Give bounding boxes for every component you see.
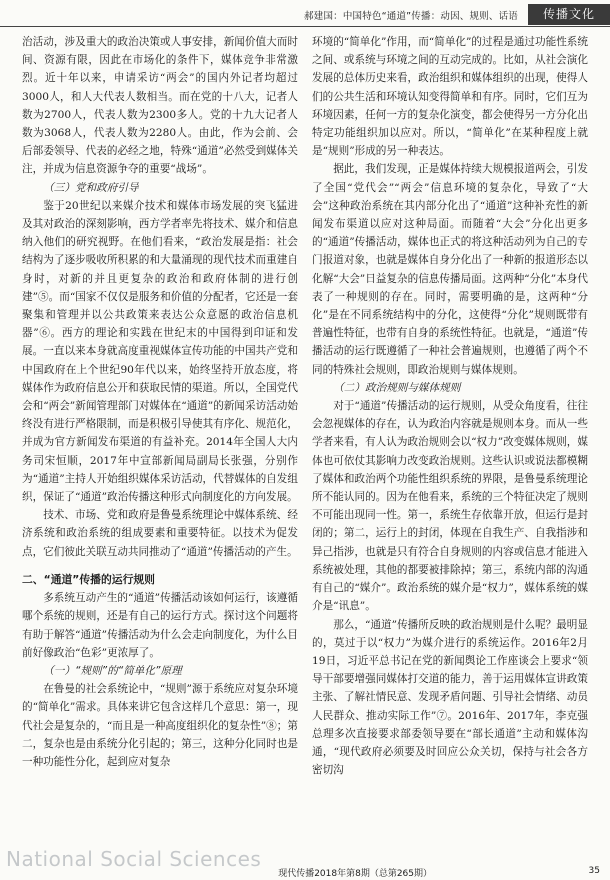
page-number: 35 — [588, 866, 600, 876]
paragraph: 多系统互动产生的“通道”传播活动该如何运行，该遵循哪个系统的规则，还是有自己的运行方式。探讨这个问题将有助于解答“通道”传播活动为什么会走向制度化，为什么目前好像政治“色彩”更浓厚了。 — [22, 592, 298, 659]
paragraph: 那么，“通道”传播所反映的政治规则是什么呢？最明显的，莫过于以“权力”为媒介进行的系统运作。2016年2月19日，习近平总书记在党的新闻舆论工作座谈会上要求“领导干部要增强同媒体打交道的能力，善于运用媒体宣讲政策主张、了解社情民意、发现矛盾问题、引导社会情绪、动员人民群众、推动实际工作”⑦。2016年、2017年，李克强总理多次直接要求部委领导要在“部长通道”主动和媒体沟通，“现代政府必须要及时回应公众关切，保持与社会各方密切沟 — [312, 618, 588, 777]
page-header — [0, 0, 610, 26]
paragraph: 鉴于20世纪以来媒介技术和媒体市场发展的突飞猛进及其对政治的深刻影响，西方学者率先将技术、媒介和信息纳入他们的研究视野。在他们看来，“政治发展是指：社会结构为了逐步吸收所积累的和大量涌现的现代技术而重建自身时，对新的并且更复杂的政治和政府体制的进行创建”⑤。而“国家不仅仅是服务和价值的分配者，它还是一套聚集和管理并以公共政策来表达公众意愿的政治信息机器”⑥。西方的理论和实践在世纪末的中国得到印证和发展。一直以来本身就高度重视媒体宣传功能的中国共产党和中国政府在上个世纪90年代以来，始终坚持开放态度，将媒体作为政府信息公开和获取民情的渠道。所以，全国党代会和“两会”新闻管理部门对媒体在“通道”的新闻采访活动始终没有进行严格限制，而是积极引导使其有序化、规范化，并成为官方新闻发布渠道的有益补充。2014年全国人大内务司宋恒顺，2017年中宣部新闻局副局长张强，分别作为“通道”主持人开始组织媒体采访活动，代替媒体的自发组织，保证了“通道”政治传播这种形式向制度化的方向发展。 — [22, 199, 298, 504]
paragraph: 治活动，涉及重大的政治决策或人事安排，新闻价值大而时间、资源有限，因此在市场化的条件下，媒体竞争非常激烈。近十年以来，申请采访“两会”的国内外记者均超过3000人，和人大代表人数相当。而在党的十八大，记者人数为2700人，代表人数为2300多人。党的十九大记者人数为3068人，代表人数为2280人。由此，作为会前、会后部委领导、代表的必经之地，特殊“通道”必然受到媒体关注，并成为信息资源争夺的重要“战场”。 — [22, 36, 298, 176]
paragraph: 据此，我们发现，正是媒体持续大规模报道两会，引发了全国“党代会”“两会”信息环境的复杂化，导致了“大会”这种政治系统在其内部分化出了“通道”这种补充性的新闻发布渠道以应对这种局面。而随着“大会”分化出更多的“通道”传播活动，媒体也正式的将这种活动列为自己的专门报道对象，也就是媒体自身分化出了一种新的报道形态以化解“大会”日益复杂的信息传播局面。这两种“分化”本身代表了一种规则的存在。同时，需要明确的是，这两种“分化”是在不同系统结构中的分化，这使得“分化”规则既带有普遍性特征，也带有自身的系统性特征。也就是，“通道”传播活动的运行既遵循了一种社会普遍规则，也遵循了两个不同的特殊社会规则，即政治规则与媒体规则。 — [312, 163, 588, 376]
running-title: 郝建国：中国特色“通道”传播：动因、规则、话语 — [304, 11, 518, 22]
subsection-heading: （二）政治规则与媒体规则 — [333, 381, 461, 394]
subsection-heading: （三）党和政府引导 — [43, 181, 139, 194]
section-heading: 二、“通道”传播的运行规则 — [22, 572, 155, 586]
paragraph: 在鲁曼的社会系统论中，“规则”源于系统应对复杂环境的“简单化”需求。具体来讲它包含这样几个意思：第一，现代社会是复杂的，“而且是一种高度组织化的复杂性”⑧；第二，复杂也是由系统分化引起的；第三，这种分化同时也是一种功能性分化，起到应对复杂 — [22, 683, 298, 768]
header-rule — [0, 26, 610, 27]
left-column — [22, 33, 298, 771]
section-badge: 传播文化 — [528, 4, 610, 25]
paragraph: 技术、市场、党和政府是鲁曼系统理论中媒体系统、经济系统和政治系统的组成要素和重要特征。以技术为促发点，它们彼此关联互动共同推动了“通道”传播活动的产生。 — [22, 509, 298, 558]
page-footer — [0, 864, 610, 880]
right-column — [312, 33, 588, 779]
watermark: National Social Sciences — [6, 847, 262, 871]
paragraph: 对于“通道”传播活动的运行规则，从受众角度看，往往会忽视媒体的存在，认为政治内容就是规则本身。而从一些学者来看，有人认为政治规则会以“权力”改变媒体规则，媒体也可依仗其影响力改变政治规则。这些认识或说法都模糊了媒体和政治两个功能性组织系统的界限，是鲁曼系统理论所不能认同的。因为在他看来，系统的三个特征决定了规则不可能出现同一性。第一，系统生存依靠开放，但运行是封闭的；第二，运行上的封闭，体现在自我生产、自我指涉和异己指涉，也就是只有符合自身规则的内容或信息才能进入系统被处理，其他的都要被排除掉；第三，系统内部的沟通有自己的“媒介”。政治系统的媒介是“权力”，媒体系统的媒介是“讯息”。 — [312, 400, 588, 613]
subsection-heading: （一）“规则”的“简单化”原理 — [43, 664, 182, 677]
paragraph: 环境的“简单化”作用，而“简单化”的过程是通过功能性系统之间、或系统与环境之间的互动完成的。比如，从社会演化发展的总体历史来看，政治组织和媒体组织的出现，使得人们的公共生活和环境认知变得简单和有序。同时，它们互为环境因素，任何一方的复杂化演变，都会使得另一方分化出特定功能组织加以应对。所以，“简单化”在某种程度上就是“规则”形成的另一种表达。 — [312, 36, 588, 158]
issue-line: 现代传播2018年第8期（总第265期） — [278, 869, 432, 879]
